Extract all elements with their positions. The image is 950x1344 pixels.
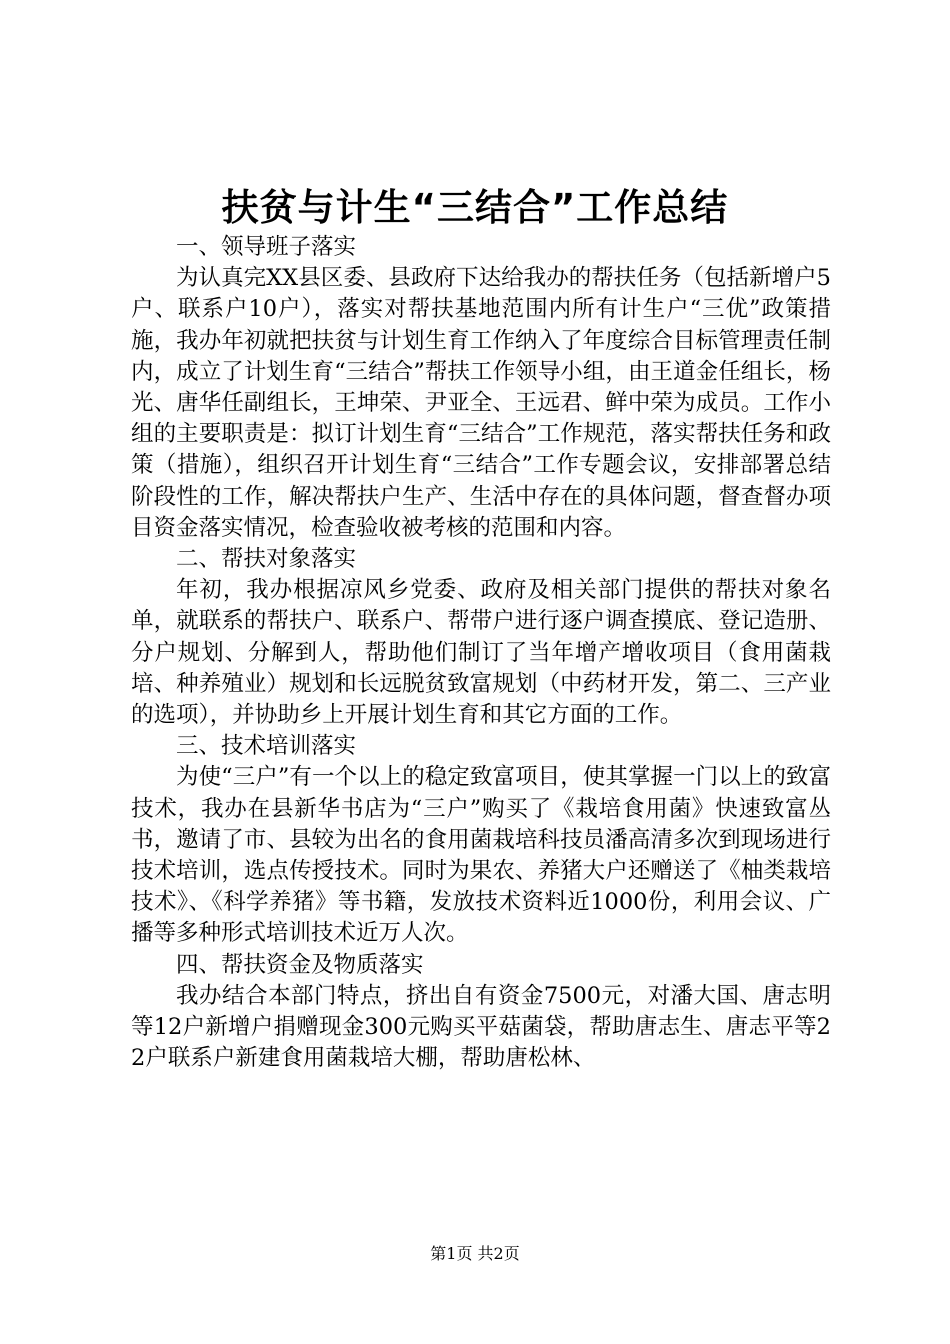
paragraph-1: 为认真完XX县区委、县政府下达给我办的帮扶任务（包括新增户5户、联系户10户），落实对帮扶基地范围内所有计生户“三优”政策措施，我办年初就把扶贫与计划生育工作纳入了年度综合目标管理责任制内，成立了计划生育“三结合”帮扶工作领导小组，由王道金任组长，杨光、唐华任副组长，王坤荣、尹亚全、王远君、鲜中荣为成员。工作小组的主要职责是：拟订计划生育“三结合”工作规范，落实帮扶任务和政策（措施），组织召开计划生育“三结合”工作专题会议，安排部署总结阶段性的工作，解决帮扶户生产、生活中存在的具体问题，督查督办项目资金落实情况，检查验收被考核的范围和内容。 bbox=[131, 265, 831, 541]
page-footer: 第1页 共2页 bbox=[430, 1244, 520, 1263]
section-heading-1: 一、领导班子落实 bbox=[176, 234, 357, 260]
section-heading-2: 二、帮扶对象落实 bbox=[176, 546, 357, 573]
section-heading-3: 三、技术培训落实 bbox=[176, 733, 357, 760]
paragraph-2: 年初，我办根据凉风乡党委、政府及相关部门提供的帮扶对象名单，就联系的帮扶户、联系户、帮带户进行逐户调查摸底、登记造册、分户规划、分解到人，帮助他们制订了当年增产增收项目（食用菌栽培、种养殖业）规划和长远脱贫致富规划（中药材开发，第二、三产业的选项），并协助乡上开展计划生育和其它方面的工作。 bbox=[131, 577, 831, 729]
section-heading-4: 四、帮扶资金及物质落实 bbox=[176, 951, 424, 978]
paragraph-3: 为使“三户”有一个以上的稳定致富项目，使其掌握一门以上的致富技术，我办在县新华书店为“三户”购买了《栽培食用菌》快速致富丛书，邀请了市、县较为出名的食用菌栽培科技员潘高清多次到现场进行技术培训，选点传授技术。同时为果农、养猪大户还赠送了《柚类栽培技术》、《科学养猪》等书籍，发放技术资料近1000份，利用会议、广播等多种形式培训技术近万人次。 bbox=[131, 764, 831, 947]
document-title: 扶贫与计生“三结合”工作总结 bbox=[221, 186, 729, 229]
document-body bbox=[131, 232, 831, 1074]
paragraph-4: 我办结合本部门特点，挤出自有资金7500元，对潘大国、唐志明等12户新增户捐赠现金300元购买平菇菌袋，帮助唐志生、唐志平等22户联系户新建食用菌栽培大棚，帮助唐松林、 bbox=[131, 982, 831, 1072]
